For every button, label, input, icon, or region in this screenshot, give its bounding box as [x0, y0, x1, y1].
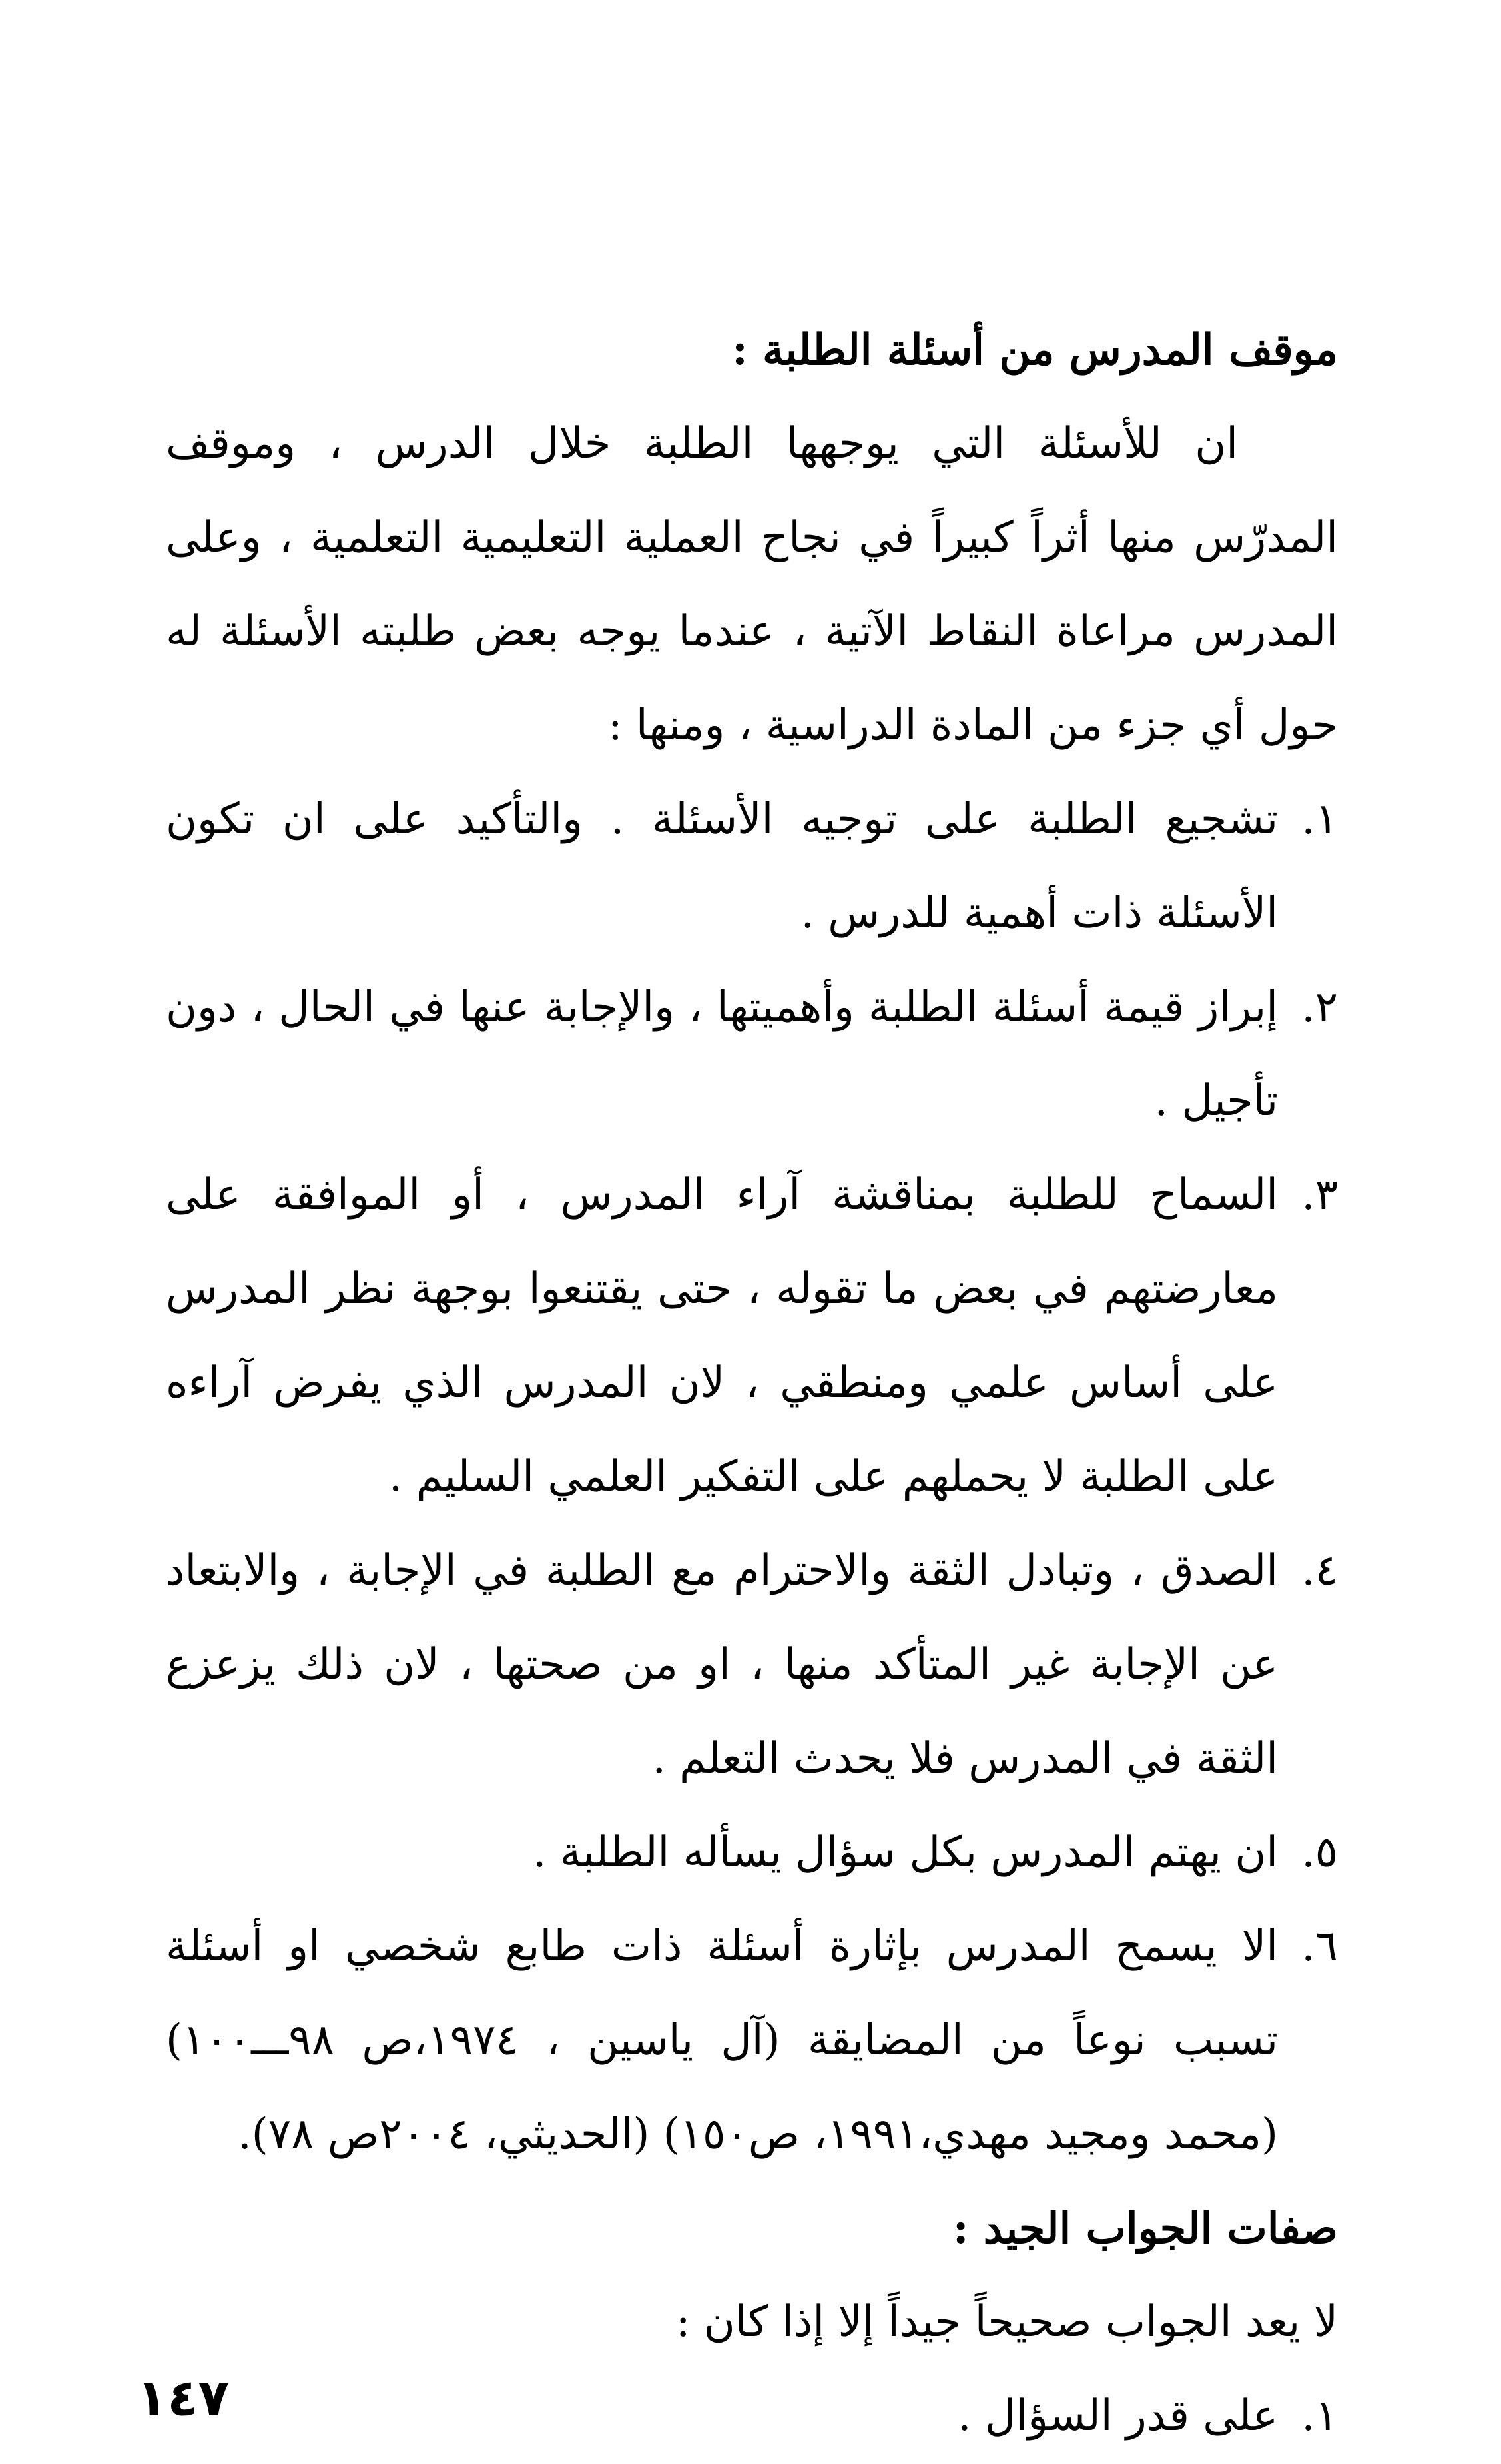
list-item-text: ان يهتم المدرس بكل سؤال يسأله الطلبة . — [532, 1828, 1278, 1877]
list-item — [166, 773, 1338, 961]
list-item — [166, 1148, 1338, 1524]
list-item — [166, 1524, 1338, 1806]
section-heading-good-answer: صفات الجواب الجيد : — [952, 2204, 1338, 2254]
list-item — [166, 961, 1338, 1148]
list-item-number: ٢. — [1301, 983, 1338, 1032]
good-answer-list — [166, 2369, 1338, 2463]
list-item-text: الا يسمح المدرس بإثارة أسئلة ذات طابع شخصي او أسئلة تسبب نوعاً من المضايقة (آل ياسين ، ١٩٧٤،ص ٩٨ـــ١٠٠) (محمد ومجيد مهدي،١٩٩١، ص١٥٠) (الحديثي، ٢٠٠٤ص ٧٨). — [166, 1922, 1279, 2159]
list-item-number: ٣. — [1301, 1170, 1338, 1220]
list-item-text: الصدق ، وتبادل الثقة والاحترام مع الطلبة في الإجابة ، والابتعاد عن الإجابة غير المتأكد منها ، او من صحتها ، لان ذلك يزعزع الثقة في المدرس فلا يحدث التعلم . — [166, 1546, 1278, 1783]
section-heading-teacher-stance: موقف المدرس من أسئلة الطلبة : — [732, 325, 1338, 375]
guidelines-list — [166, 773, 1338, 2182]
list-item — [166, 1806, 1338, 1900]
good-answer-intro: لا يعد الجواب صحيحاً جيداً إلا إذا كان : — [675, 2297, 1338, 2347]
list-item-text: تشجيع الطلبة على توجيه الأسئلة . والتأكيد على ان تكون الأسئلة ذات أهمية للدرس . — [166, 795, 1278, 938]
list-item-text: إبراز قيمة أسئلة الطلبة وأهميتها ، والإجابة عنها في الحال ، دون تأجيل . — [166, 983, 1278, 1126]
list-item — [166, 2369, 1338, 2463]
page-number: ١٤٧ — [137, 2368, 230, 2427]
list-item-number: ٦. — [1301, 1922, 1338, 1971]
intro-paragraph: ان للأسئلة التي يوجهها الطلبة خلال الدرس ، وموقف المدرّس منها أثراً كبيراً في نجاح العملية التعليمية التعلمية ، وعلى المدرس مراعاة النقاط الآتية ، عندما يوجه بعض طلبته الأسئلة له حول أي جزء من المادة الدراسية ، ومنها : — [166, 419, 1339, 750]
list-item-number: ٥. — [1301, 1828, 1338, 1877]
list-item-text: على قدر السؤال . — [958, 2391, 1278, 2441]
list-item-text: السماح للطلبة بمناقشة آراء المدرس ، أو الموافقة على معارضتهم في بعض ما تقوله ، حتى يقتنعوا بوجهة نظر المدرس على أساس علمي ومنطقي ، لان المدرس الذي يفرض آراءه على الطلبة لا يحملهم على التفكير العلمي السليم . — [166, 1170, 1279, 1501]
page-content — [166, 303, 1338, 2463]
list-item-number: ١. — [1301, 795, 1338, 844]
list-item — [166, 1900, 1338, 2182]
list-item-number: ١. — [1301, 2391, 1338, 2441]
list-item-number: ٤. — [1301, 1546, 1338, 1595]
